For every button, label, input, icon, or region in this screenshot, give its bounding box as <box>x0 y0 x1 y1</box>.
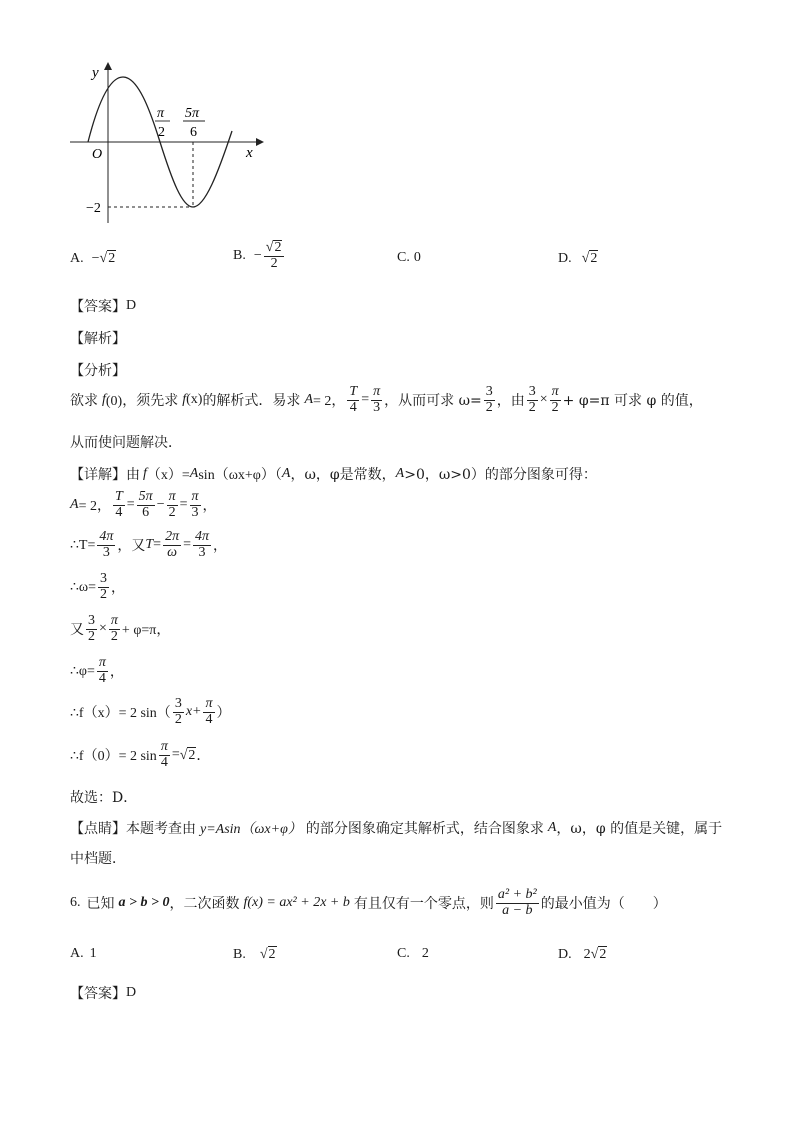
fraction: $\frac{2\pi}{\omega}$ <box>165 529 180 560</box>
text: = 2， <box>313 394 346 410</box>
text: A <box>281 466 291 481</box>
text: × <box>539 392 548 408</box>
text: ，由 <box>496 393 525 410</box>
text: ∴f（0）= 2 sin <box>70 749 157 765</box>
detail-tag: 【详解】 <box>70 467 126 483</box>
fraction: $\frac{3}{2}$ <box>174 696 182 727</box>
detail-conclusion <box>70 787 137 807</box>
fraction: $\frac{\pi}{4}$ <box>98 655 106 686</box>
text: + φ=π 可求 φ 的值， <box>562 393 703 410</box>
q6-option-a[interactable] <box>70 946 97 962</box>
text: （x）= <box>146 468 190 483</box>
text: = <box>153 537 162 553</box>
text: = <box>179 497 188 513</box>
text: ，ω，φ 的值是关键，属于 <box>556 821 723 837</box>
text: f(x) = ax² + 2x + b <box>243 895 350 911</box>
text: y=Asin（ωx+φ） <box>200 822 302 837</box>
text: >0，ω>0）的部分图象可得： <box>404 467 597 483</box>
fraction: √ 2 2 <box>264 240 285 271</box>
fraction: $\frac{\pi}{4}$ <box>205 696 213 727</box>
text: ∴ω= <box>70 579 97 595</box>
text: ，从而可求 ω= <box>384 393 482 410</box>
detail-line-5 <box>70 614 170 644</box>
text: = <box>171 747 180 763</box>
text: = <box>361 392 370 408</box>
dianjing-tag: 【点睛】 <box>70 821 126 837</box>
text: ∴T= <box>70 537 96 553</box>
five-pi-sixth-denominator: 6 <box>190 125 197 140</box>
text: 从而使问题解决． <box>70 435 182 451</box>
fraction: $\frac{\pi}{3}$ <box>373 384 381 415</box>
detail-line-4 <box>70 572 125 602</box>
text: ， <box>213 539 228 555</box>
text: A <box>189 466 199 481</box>
answer-line-2 <box>70 983 136 1003</box>
option-letter: A. <box>70 250 84 266</box>
sqrt-expression: √ 2 <box>581 251 598 266</box>
option-letter: D. <box>558 946 572 962</box>
fraction: $\frac{\pi}{2}$ <box>168 489 176 520</box>
text: 欲求 <box>70 393 98 410</box>
text: × <box>99 621 107 637</box>
text: x+ <box>185 704 202 720</box>
q6-option-c[interactable] <box>397 946 429 962</box>
text: ，又 <box>117 538 146 555</box>
analysis-tag: 【解析】 <box>70 331 126 347</box>
text: 的部分图象确定其解析式，结合图象求 <box>305 821 544 837</box>
pi-half-numerator: π <box>157 106 165 121</box>
origin-label: O <box>92 147 103 162</box>
text: ， <box>109 665 124 681</box>
fenxi-line-1 <box>70 385 703 415</box>
text: 的最小值为（ ） <box>540 896 667 913</box>
dianjing-line-2 <box>70 848 126 868</box>
fenxi-line-2 <box>70 432 182 452</box>
answer-value: D <box>126 298 137 313</box>
text: + φ=π， <box>121 623 171 639</box>
text: A <box>547 820 557 835</box>
text: 中档题． <box>70 851 126 867</box>
fraction: $\frac{4\pi}{3}$ <box>195 529 210 560</box>
fraction: $\frac{3}{2}$ <box>100 571 108 602</box>
min-value-label: −2 <box>86 201 101 216</box>
text: T <box>145 537 154 553</box>
text: ∴f（x）= 2 sin（ <box>70 706 171 722</box>
fraction: $\frac{T}{4}$ <box>114 489 123 520</box>
five-pi-sixth-numerator: 5π <box>185 106 200 121</box>
q6-option-b[interactable] <box>233 946 277 963</box>
text: = <box>126 497 135 513</box>
fraction: $\frac{\pi}{3}$ <box>191 489 199 520</box>
sign: − <box>91 250 100 266</box>
answer-tag: 【答案】 <box>70 299 126 315</box>
option-letter: D. <box>558 250 572 266</box>
text: ∴φ= <box>70 663 95 679</box>
detail-line-8 <box>70 740 210 770</box>
detail-line-1 <box>70 464 597 484</box>
detail-line-3 <box>70 530 227 560</box>
text: f <box>182 392 187 408</box>
text: A <box>70 497 79 513</box>
text: 已知 <box>86 896 115 913</box>
sqrt-expression: √ 2 <box>179 747 196 763</box>
text: = 2， <box>78 499 111 515</box>
fenxi-heading <box>70 360 126 380</box>
fraction: $\frac{\pi}{2}$ <box>110 613 118 644</box>
text: (0)，须先求 <box>105 394 179 410</box>
detail-line-6 <box>70 656 124 686</box>
answer-value: D <box>126 985 137 1000</box>
option-letter: B. <box>233 247 246 263</box>
answer-line <box>70 296 136 316</box>
option-value: 0 <box>413 250 421 265</box>
text: sin（ωx+φ）（ <box>198 468 282 483</box>
sign: − <box>253 247 262 263</box>
option-letter: A. <box>70 946 84 961</box>
option-value: 2 <box>421 946 429 961</box>
text: ． <box>196 749 211 765</box>
q5-option-a[interactable] <box>70 250 116 267</box>
text: 由 <box>126 467 140 483</box>
coefficient: 2 <box>583 946 591 962</box>
detail-line-2 <box>70 490 217 520</box>
q6-option-d[interactable] <box>558 946 607 963</box>
text: A <box>395 466 405 481</box>
sqrt-expression: √ 2 <box>590 947 607 962</box>
text: A <box>304 392 313 408</box>
text: ，二次函数 <box>169 896 240 913</box>
text: − <box>156 497 165 513</box>
text: f <box>143 466 147 481</box>
text: a > b > 0 <box>118 895 170 911</box>
q5-option-c[interactable] <box>397 250 421 266</box>
text: 本题考查由 <box>126 821 196 837</box>
sqrt-expression: √ 2 <box>99 251 116 266</box>
pi-half-denominator: 2 <box>158 125 165 140</box>
q5-option-d[interactable] <box>558 250 598 267</box>
y-axis-label: y <box>92 65 99 81</box>
text: 又 <box>70 622 84 639</box>
fraction: $\frac{3}{2}$ <box>88 613 95 644</box>
text: 有且仅有一个零点，则 <box>353 896 494 913</box>
text: ，ω，φ是常数， <box>290 467 396 483</box>
fraction: $\frac{3}{2}$ <box>528 384 536 415</box>
text: f <box>102 392 106 408</box>
fraction: $\frac{\pi}{2}$ <box>551 384 559 415</box>
text: 故选：D． <box>70 790 138 806</box>
fraction: $\frac{5\pi}{6}$ <box>138 489 153 520</box>
text: = <box>183 537 191 553</box>
option-letter: C. <box>397 250 410 265</box>
fraction: $\frac{\text{a² + b²}}{a - b}$ <box>497 887 537 918</box>
text: ， <box>111 581 126 597</box>
text: ） <box>216 706 231 722</box>
q5-option-b[interactable] <box>233 240 286 271</box>
analysis-heading <box>70 328 126 348</box>
function-graph <box>60 55 270 230</box>
option-letter: B. <box>233 946 246 962</box>
detail-line-7 <box>70 697 231 727</box>
fraction: $\frac{4\pi}{3}$ <box>99 529 114 560</box>
text: (x) <box>186 392 203 408</box>
option-letter: C. <box>397 946 410 961</box>
sqrt-expression: √ 2 <box>259 947 276 962</box>
question-number: 6. <box>70 895 81 911</box>
text: 的解析式．易求 <box>202 393 301 410</box>
dianjing-line-1 <box>70 818 722 838</box>
fraction: $\frac{\pi}{4}$ <box>160 739 168 770</box>
option-value: 1 <box>89 946 97 961</box>
x-axis-label: x <box>246 145 253 161</box>
fraction: $\frac{T}{4}$ <box>349 384 358 415</box>
fenxi-tag: 【分析】 <box>70 363 126 379</box>
question-6 <box>70 888 667 918</box>
fraction: $\frac{3}{2}$ <box>485 384 493 415</box>
text: ， <box>202 499 217 515</box>
answer-tag: 【答案】 <box>70 986 126 1002</box>
